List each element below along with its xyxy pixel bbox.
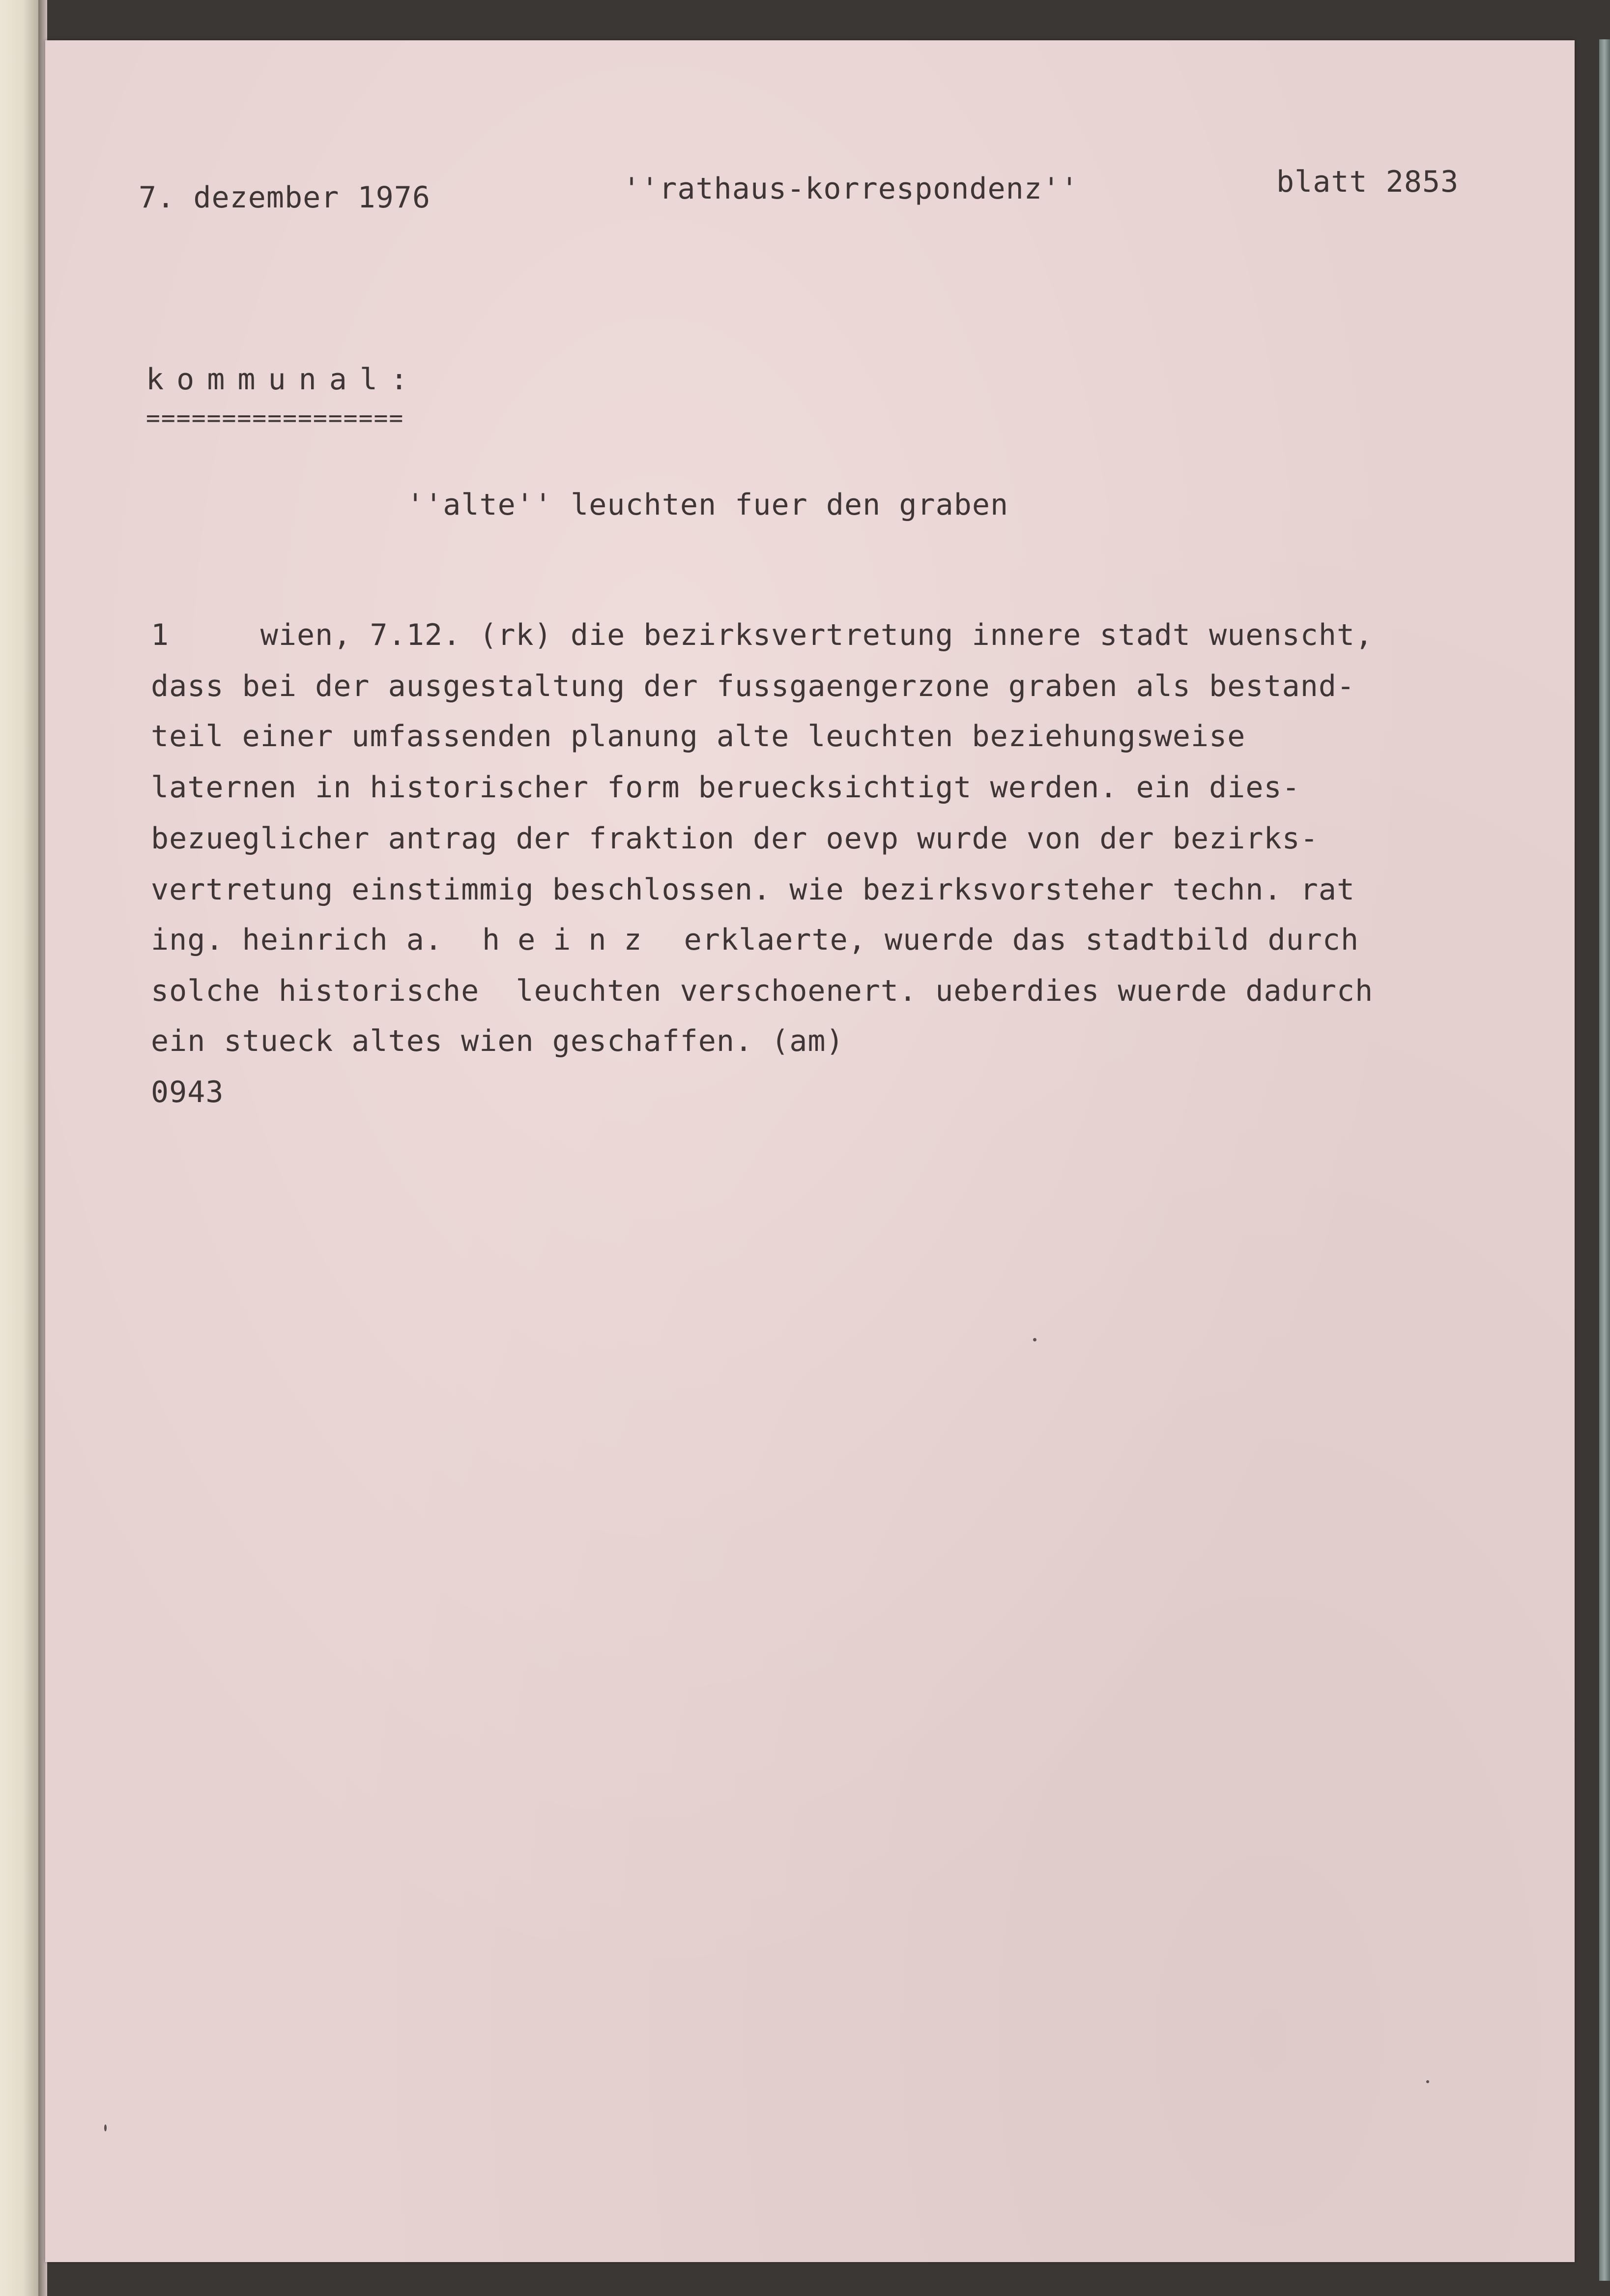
article-code: 0943 — [151, 1075, 224, 1109]
article-line: dass bei der ausgestaltung der fussgaengerzone graben als bestand- — [151, 669, 1355, 703]
article-line-with-name — [151, 925, 1359, 955]
section-underline: ================= — [146, 405, 404, 432]
spaced-name: heinz — [482, 923, 660, 957]
article-line-start: ing. heinrich a. — [151, 923, 443, 957]
article-line: 1 wien, 7.12. (rk) die bezirksvertretung innere stadt wuenscht, — [151, 618, 1374, 652]
book-edge — [1599, 39, 1610, 2281]
article-line-end: erklaerte, wuerde das stadtbild durch — [684, 923, 1359, 957]
article-line: laternen in historischer form beruecksichtigt werden. ein dies- — [151, 770, 1300, 805]
paper-speck — [1033, 1338, 1036, 1341]
article-headline: ''alte'' leuchten fuer den graben — [406, 488, 1009, 522]
document-page — [45, 40, 1575, 2262]
article-line: solche historische leuchten verschoenert. ueberdies wuerde dadurch — [151, 974, 1374, 1008]
header-date: 7. dezember 1976 — [139, 180, 431, 215]
article-line: bezueglicher antrag der fraktion der oevp wurde von der bezirks- — [151, 821, 1319, 856]
header-sheet-number: blatt 2853 — [1276, 165, 1459, 199]
section-title: kommunal: — [146, 362, 421, 397]
header-publication: ''rathaus-korrespondenz'' — [623, 172, 1079, 206]
article-line: teil einer umfassenden planung alte leuchten beziehungsweise — [151, 719, 1246, 754]
article-line: vertretung einstimmig beschlossen. wie bezirksvorsteher techn. rat — [151, 872, 1355, 907]
paper-speck — [104, 2124, 107, 2131]
adjacent-page-edge — [0, 0, 38, 2296]
paper-speck — [1426, 2080, 1429, 2083]
article-line: ein stueck altes wien geschaffen. (am) — [151, 1024, 844, 1058]
